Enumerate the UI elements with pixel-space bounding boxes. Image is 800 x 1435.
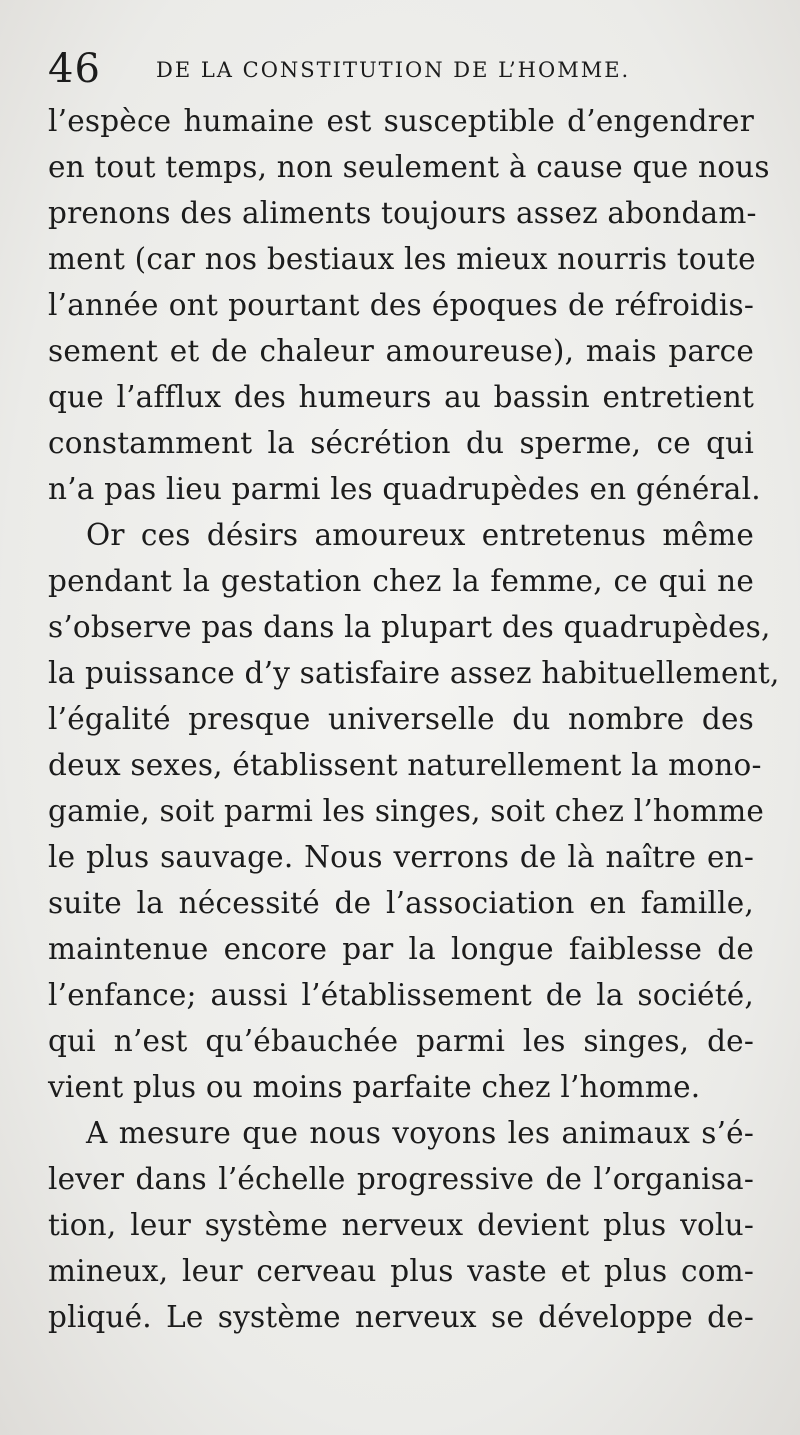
text-line: mineux, leur cerveau plus vaste et plus com- [48,1254,754,1288]
text-line: gamie, soit parmi les singes, soit chez l’homme [48,794,765,828]
text-line: constamment la sécrétion du sperme, ce qui [48,426,754,460]
body-text [48,98,780,1340]
text-line: que l’afflux des humeurs au bassin entretient [48,380,754,414]
text-line: maintenue encore par la longue faiblesse de [48,932,754,966]
text-line: n’a pas lieu parmi les quadrupèdes en général. [48,472,761,506]
text-line: sement et de chaleur amoureuse), mais parce [48,334,754,368]
text-line: s’observe pas dans la plupart des quadrupèdes, [48,610,771,644]
text-line: A mesure que nous voyons les animaux s’é- [86,1116,754,1150]
page-number: 46 [48,46,101,92]
text-line: deux sexes, établissent naturellement la mono- [48,748,762,782]
text-line: lever dans l’échelle progressive de l’organisa- [48,1162,754,1196]
text-line: Or ces désirs amoureux entretenus même [86,518,754,552]
text-line: l’enfance; aussi l’établissement de la société, [48,978,754,1012]
text-line: prenons des aliments toujours assez abondam- [48,196,757,230]
text-line: tion, leur système nerveux devient plus volu- [48,1208,754,1242]
text-line: pendant la gestation chez la femme, ce qui ne [48,564,754,598]
text-line: qui n’est qu’ébauchée parmi les singes, de- [48,1024,754,1058]
text-line: ment (car nos bestiaux les mieux nourris toute [48,242,756,276]
text-line: l’espèce humaine est susceptible d’engendrer [48,104,754,138]
text-line: l’égalité presque universelle du nombre des [48,702,754,736]
text-line: vient plus ou moins parfaite chez l’homme. [48,1070,701,1104]
running-head [48,44,748,94]
text-line: pliqué. Le système nerveux se développe de- [48,1300,754,1334]
running-title: DE LA CONSTITUTION DE L’HOMME. [156,58,631,82]
text-line: suite la nécessité de l’association en famille, [48,886,754,920]
text-line: la puissance d’y satisfaire assez habituellement, [48,656,780,690]
text-line: en tout temps, non seulement à cause que nous [48,150,770,184]
text-line: le plus sauvage. Nous verrons de là naître en- [48,840,754,874]
text-line: l’année ont pourtant des époques de réfroidis- [48,288,754,322]
